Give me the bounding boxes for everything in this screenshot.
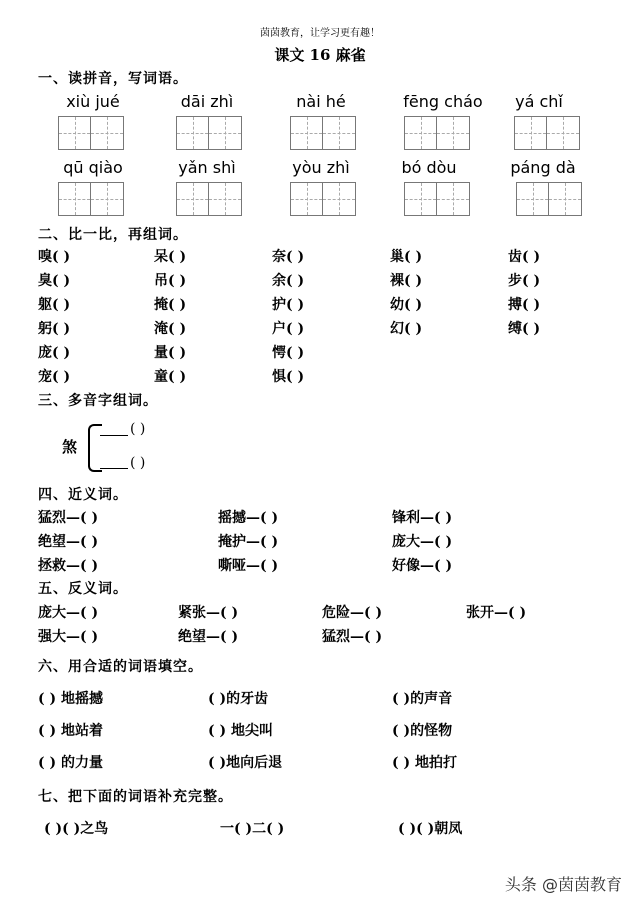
- compare-item[interactable]: [390, 294, 422, 314]
- pinyin-r1-5: yá chǐ: [515, 92, 563, 111]
- polyphone-char: 煞: [62, 438, 78, 456]
- idiom-item[interactable]: ( )( )朝凤: [398, 821, 463, 837]
- answer-blank[interactable]: ( ): [522, 249, 541, 265]
- fill-item[interactable]: ( )的怪物: [392, 723, 453, 739]
- compare-item[interactable]: [154, 270, 186, 290]
- section-4-heading: 四、近义词。: [38, 487, 128, 503]
- compare-char: 淹: [154, 321, 168, 337]
- writing-grid[interactable]: [58, 182, 124, 216]
- writing-grid[interactable]: [176, 116, 242, 150]
- section-3-heading: 三、多音字组词。: [38, 393, 158, 409]
- compare-char: 愕: [272, 345, 286, 361]
- compare-char: 臭: [38, 273, 52, 289]
- compare-char: 裸: [390, 273, 404, 289]
- fill-item[interactable]: ( ) 地尖叫: [208, 723, 273, 739]
- fill-item[interactable]: ( )的牙齿: [208, 691, 269, 707]
- fill-item[interactable]: ( )地向后退: [208, 755, 283, 771]
- answer-blank[interactable]: ( ): [168, 321, 187, 337]
- page-title: 课文 16 麻雀: [274, 46, 366, 64]
- compare-item[interactable]: [272, 342, 304, 362]
- compare-char: 护: [272, 297, 286, 313]
- answer-blank[interactable]: ( ): [404, 273, 423, 289]
- antonym-item[interactable]: 危险—( ): [322, 605, 383, 621]
- compare-char: 庞: [38, 345, 52, 361]
- compare-char: 呆: [154, 249, 168, 265]
- writing-grid[interactable]: [290, 182, 356, 216]
- compare-item[interactable]: [508, 294, 540, 314]
- pinyin-blank[interactable]: ( ): [130, 455, 146, 471]
- synonym-item[interactable]: 绝望—( ): [38, 534, 99, 550]
- pinyin-r1-4: fēng cháo: [403, 92, 483, 111]
- compare-char: 齿: [508, 249, 522, 265]
- section-2-heading: 二、比一比，再组词。: [38, 227, 188, 243]
- answer-blank[interactable]: ( ): [522, 321, 541, 337]
- answer-blank[interactable]: ( ): [286, 273, 305, 289]
- answer-line[interactable]: [100, 435, 128, 436]
- compare-item[interactable]: [154, 318, 186, 338]
- idiom-item[interactable]: ( )( )之鸟: [44, 821, 109, 837]
- compare-item[interactable]: [508, 246, 540, 266]
- answer-blank[interactable]: ( ): [286, 321, 305, 337]
- pinyin-r2-5: páng dà: [510, 158, 576, 177]
- antonym-item[interactable]: 猛烈—( ): [322, 629, 383, 645]
- synonym-item[interactable]: 锋利—( ): [392, 510, 453, 526]
- writing-grid[interactable]: [404, 116, 470, 150]
- fill-item[interactable]: ( ) 地摇撼: [38, 691, 103, 707]
- compare-char: 缚: [508, 321, 522, 337]
- compare-item[interactable]: [38, 342, 70, 362]
- compare-item[interactable]: [272, 294, 304, 314]
- compare-char: 搏: [508, 297, 522, 313]
- compare-char: 量: [154, 345, 168, 361]
- answer-blank[interactable]: ( ): [168, 249, 187, 265]
- pinyin-r1-1: xiù jué: [66, 92, 120, 111]
- compare-item[interactable]: [154, 246, 186, 266]
- synonym-item[interactable]: 好像—( ): [392, 558, 453, 574]
- writing-grid[interactable]: [514, 116, 580, 150]
- answer-line[interactable]: [100, 468, 128, 469]
- antonym-item[interactable]: 庞大—( ): [38, 605, 99, 621]
- compare-char: 吊: [154, 273, 168, 289]
- synonym-item[interactable]: 猛烈—( ): [38, 510, 99, 526]
- answer-blank[interactable]: ( ): [168, 297, 187, 313]
- compare-item[interactable]: [390, 270, 422, 290]
- brace-icon: [88, 424, 102, 472]
- synonym-item[interactable]: 拯救—( ): [38, 558, 99, 574]
- synonym-item[interactable]: 摇撼—( ): [218, 510, 279, 526]
- compare-char: 惧: [272, 369, 286, 385]
- compare-char: 幼: [390, 297, 404, 313]
- compare-item[interactable]: [38, 366, 70, 386]
- compare-char: 余: [272, 273, 286, 289]
- compare-char: 户: [272, 321, 286, 337]
- synonym-item[interactable]: 嘶哑—( ): [218, 558, 279, 574]
- fill-item[interactable]: ( ) 地站着: [38, 723, 103, 739]
- section-1-heading: 一、读拼音，写词语。: [38, 71, 188, 87]
- compare-char: 嗅: [38, 249, 52, 265]
- answer-blank[interactable]: ( ): [168, 345, 187, 361]
- antonym-item[interactable]: 绝望—( ): [178, 629, 239, 645]
- answer-blank[interactable]: ( ): [52, 297, 71, 313]
- compare-item[interactable]: [272, 270, 304, 290]
- compare-item[interactable]: [272, 366, 304, 386]
- answer-blank[interactable]: ( ): [404, 321, 423, 337]
- compare-item[interactable]: [38, 246, 70, 266]
- compare-item[interactable]: [272, 318, 304, 338]
- antonym-item[interactable]: 强大—( ): [38, 629, 99, 645]
- compare-item[interactable]: [154, 294, 186, 314]
- compare-item[interactable]: [154, 342, 186, 362]
- fill-item[interactable]: ( ) 的力量: [38, 755, 103, 771]
- pinyin-r2-2: yǎn shì: [178, 158, 236, 177]
- section-6-heading: 六、用合适的词语填空。: [38, 659, 203, 675]
- compare-char: 奈: [272, 249, 286, 265]
- pinyin-r2-3: yòu zhì: [292, 158, 350, 177]
- answer-blank[interactable]: ( ): [286, 249, 305, 265]
- pinyin-r2-1: qū qiào: [63, 158, 123, 177]
- antonym-item[interactable]: 张开—( ): [466, 605, 527, 621]
- answer-blank[interactable]: ( ): [52, 249, 71, 265]
- compare-item[interactable]: [390, 318, 422, 338]
- compare-item[interactable]: [38, 294, 70, 314]
- answer-blank[interactable]: ( ): [168, 369, 187, 385]
- pinyin-blank[interactable]: ( ): [130, 421, 146, 437]
- answer-blank[interactable]: ( ): [286, 369, 305, 385]
- compare-item[interactable]: [38, 318, 70, 338]
- compare-char: 掩: [154, 297, 168, 313]
- answer-blank[interactable]: ( ): [52, 369, 71, 385]
- compare-item[interactable]: [154, 366, 186, 386]
- answer-blank[interactable]: ( ): [522, 273, 541, 289]
- pinyin-r1-2: dāi zhì: [180, 92, 234, 111]
- compare-char: 巢: [390, 249, 404, 265]
- compare-char: 童: [154, 369, 168, 385]
- writing-grid[interactable]: [404, 182, 470, 216]
- answer-blank[interactable]: ( ): [404, 297, 423, 313]
- compare-char: 步: [508, 273, 522, 289]
- section-5-heading: 五、反义词。: [38, 581, 128, 597]
- section-7-heading: 七、把下面的词语补充完整。: [38, 789, 233, 805]
- idiom-item[interactable]: 一( )二( ): [220, 821, 285, 837]
- pinyin-r2-4: bó dòu: [401, 158, 457, 177]
- answer-blank[interactable]: ( ): [52, 273, 71, 289]
- answer-blank[interactable]: ( ): [52, 321, 71, 337]
- compare-item[interactable]: [508, 270, 540, 290]
- synonym-item[interactable]: 庞大—( ): [392, 534, 453, 550]
- compare-char: 宠: [38, 369, 52, 385]
- compare-item[interactable]: [508, 318, 540, 338]
- writing-grid[interactable]: [516, 182, 582, 216]
- compare-item[interactable]: [38, 270, 70, 290]
- writing-grid[interactable]: [58, 116, 124, 150]
- compare-char: 躬: [38, 321, 52, 337]
- compare-char: 幻: [390, 321, 404, 337]
- antonym-item[interactable]: 紧张—( ): [178, 605, 239, 621]
- writing-grid[interactable]: [176, 182, 242, 216]
- compare-item[interactable]: [272, 246, 304, 266]
- answer-blank[interactable]: ( ): [404, 249, 423, 265]
- answer-blank[interactable]: ( ): [286, 345, 305, 361]
- answer-blank[interactable]: ( ): [286, 297, 305, 313]
- compare-item[interactable]: [390, 246, 422, 266]
- writing-grid[interactable]: [290, 116, 356, 150]
- fill-item[interactable]: ( ) 地拍打: [392, 755, 457, 771]
- pinyin-r1-3: nài hé: [296, 92, 346, 111]
- answer-blank[interactable]: ( ): [522, 297, 541, 313]
- synonym-item[interactable]: 掩护—( ): [218, 534, 279, 550]
- answer-blank[interactable]: ( ): [52, 345, 71, 361]
- header-note: 茵茵教育，让学习更有趣！: [260, 28, 380, 39]
- fill-item[interactable]: ( )的声音: [392, 691, 453, 707]
- answer-blank[interactable]: ( ): [168, 273, 187, 289]
- watermark: 头条 @茵茵教育: [504, 875, 622, 894]
- compare-char: 躯: [38, 297, 52, 313]
